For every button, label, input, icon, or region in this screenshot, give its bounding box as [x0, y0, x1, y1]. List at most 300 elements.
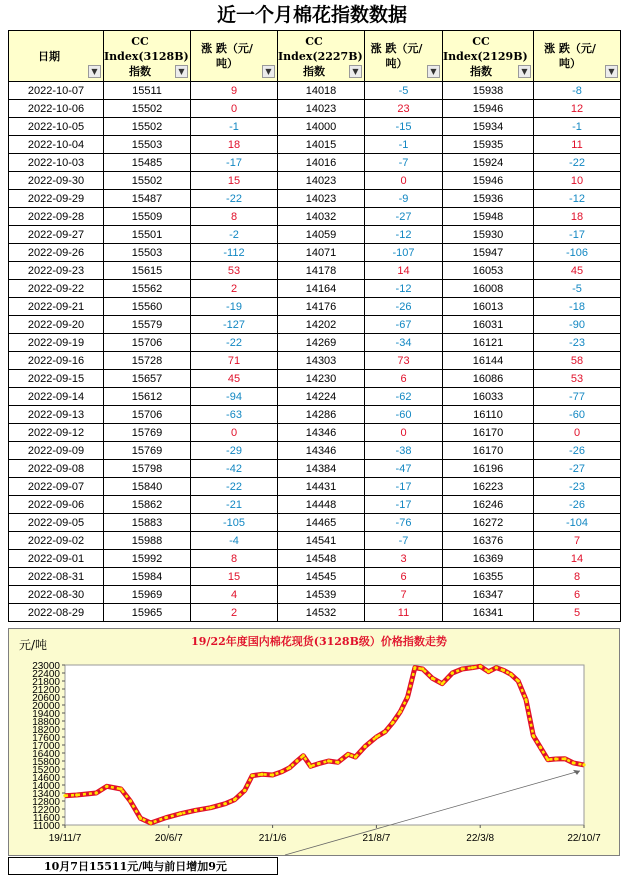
table-row — [9, 514, 621, 532]
x-tick-label: 19/11/7 — [48, 833, 82, 844]
series-point — [317, 762, 320, 765]
series-point — [517, 679, 520, 682]
col-2129b-change-cell: 18 — [534, 208, 621, 226]
col-date-cell: 2022-09-08 — [9, 460, 104, 478]
col-date-cell: 2022-10-04 — [9, 136, 104, 154]
header-label: CC Index(2129B) 指数 — [443, 34, 528, 78]
col-2129b-index-cell: 16033 — [443, 388, 534, 406]
x-tick-label: 21/1/6 — [258, 833, 287, 844]
col-2129b-index-cell: 16355 — [443, 568, 534, 586]
col-2227b-change-cell: -17 — [365, 478, 443, 496]
col-2129b-change-cell: -18 — [534, 298, 621, 316]
table-body — [9, 82, 621, 622]
col-3128b-change-cell: -94 — [191, 388, 278, 406]
col-2129b-index-cell: 16008 — [443, 280, 534, 298]
col-2227b-index-header — [278, 31, 365, 82]
col-date-cell: 2022-09-21 — [9, 298, 104, 316]
series-point — [532, 734, 535, 737]
col-date-cell: 2022-09-20 — [9, 316, 104, 334]
col-3128b-index-cell: 15502 — [104, 172, 191, 190]
col-2129b-change-cell: -90 — [534, 316, 621, 334]
chart-title: 19/22年度国内棉花现货(3128B级）价格指数走势 — [191, 635, 447, 648]
y-tick-label: 15200 — [32, 765, 60, 776]
col-2129b-change-cell: 10 — [534, 172, 621, 190]
col-3128b-change-cell: 53 — [191, 262, 278, 280]
col-date-cell: 2022-09-19 — [9, 334, 104, 352]
col-3128b-change-cell: 2 — [191, 280, 278, 298]
col-2227b-change-cell: -67 — [365, 316, 443, 334]
col-2227b-change-cell: -34 — [365, 334, 443, 352]
col-3128b-change-cell: 45 — [191, 370, 278, 388]
dropdown-arrow-icon[interactable]: ▼ — [349, 65, 362, 78]
col-2129b-index-cell: 16013 — [443, 298, 534, 316]
col-3128b-change-cell: -21 — [191, 496, 278, 514]
col-2129b-index-cell: 15946 — [443, 172, 534, 190]
col-2129b-change-cell: -5 — [534, 280, 621, 298]
col-2227b-change-cell: -62 — [365, 388, 443, 406]
dropdown-arrow-icon[interactable]: ▼ — [262, 65, 275, 78]
col-2129b-change-cell: 7 — [534, 532, 621, 550]
series-point — [251, 774, 254, 777]
col-2129b-index-cell: 16246 — [443, 496, 534, 514]
col-2227b-change-cell: -15 — [365, 118, 443, 136]
series-point — [479, 665, 482, 668]
y-tick-label: 21800 — [32, 677, 60, 688]
series-point — [413, 666, 416, 669]
col-2129b-index-cell: 15938 — [443, 82, 534, 100]
col-2227b-index-cell: 14541 — [278, 532, 365, 550]
col-3128b-change-cell: -1 — [191, 118, 278, 136]
series-point — [539, 746, 542, 749]
col-2227b-index-cell: 14539 — [278, 586, 365, 604]
y-tick-label: 14600 — [32, 773, 60, 784]
col-2227b-index-cell: 14016 — [278, 154, 365, 172]
col-2227b-index-cell: 14023 — [278, 190, 365, 208]
series-point — [461, 667, 464, 670]
table-row — [9, 388, 621, 406]
series-point — [347, 753, 350, 756]
dropdown-arrow-icon[interactable]: ▼ — [175, 65, 188, 78]
col-3128b-index-cell: 15965 — [104, 604, 191, 622]
col-2129b-change-cell: 5 — [534, 604, 621, 622]
price-index-chart — [8, 628, 620, 856]
col-2227b-index-cell: 14346 — [278, 424, 365, 442]
series-point — [149, 821, 152, 824]
col-3128b-index-cell: 15612 — [104, 388, 191, 406]
x-tick-label: 21/8/7 — [362, 833, 391, 844]
series-point — [495, 666, 498, 669]
col-date-header — [9, 31, 104, 82]
col-date-cell: 2022-09-01 — [9, 550, 104, 568]
y-tick-label: 20600 — [32, 693, 60, 704]
col-3128b-change-cell: -22 — [191, 334, 278, 352]
col-3128b-change-cell: -17 — [191, 154, 278, 172]
y-tick-label: 11600 — [32, 813, 60, 824]
col-2227b-index-cell: 14023 — [278, 100, 365, 118]
col-2227b-change-cell: 11 — [365, 604, 443, 622]
col-2227b-index-cell: 14548 — [278, 550, 365, 568]
col-2129b-change-cell: -22 — [534, 154, 621, 172]
series-point — [209, 806, 212, 809]
col-date-cell: 2022-10-05 — [9, 118, 104, 136]
table-row — [9, 496, 621, 514]
col-2227b-index-cell: 14018 — [278, 82, 365, 100]
series-point — [451, 671, 454, 674]
col-2227b-change-cell: -76 — [365, 514, 443, 532]
col-2227b-index-cell: 14178 — [278, 262, 365, 280]
col-3128b-index-cell: 15769 — [104, 424, 191, 442]
col-2227b-change-cell: 3 — [365, 550, 443, 568]
chart-footnote: 10月7日15511元/吨与前日增加9元 — [8, 857, 278, 875]
col-2129b-change-cell: 58 — [534, 352, 621, 370]
y-tick-label: 14000 — [32, 781, 60, 792]
table-row — [9, 298, 621, 316]
col-3128b-index-header — [104, 31, 191, 82]
series-point — [271, 773, 274, 776]
col-3128b-change-cell: 9 — [191, 82, 278, 100]
series-point — [233, 798, 236, 801]
series-point — [309, 765, 312, 768]
table-row — [9, 118, 621, 136]
x-tick-label: 22/3/8 — [466, 833, 495, 844]
series-point — [224, 802, 227, 805]
col-2227b-index-cell: 14023 — [278, 172, 365, 190]
col-3128b-change-cell: -2 — [191, 226, 278, 244]
table-row — [9, 478, 621, 496]
col-2227b-index-cell: 14230 — [278, 370, 365, 388]
series-point — [105, 785, 108, 788]
page-title: 近一个月棉花指数数据 — [216, 4, 407, 26]
series-point — [391, 721, 394, 724]
col-3128b-change-cell: 8 — [191, 208, 278, 226]
series-point — [563, 757, 566, 760]
col-3128b-index-cell: 15501 — [104, 226, 191, 244]
col-2129b-change-cell: -27 — [534, 460, 621, 478]
col-2227b-change-cell: -26 — [365, 298, 443, 316]
col-date-cell: 2022-09-06 — [9, 496, 104, 514]
series-point — [95, 791, 98, 794]
col-3128b-change-cell: 15 — [191, 172, 278, 190]
table-row — [9, 370, 621, 388]
y-tick-label: 23000 — [32, 661, 60, 672]
col-date-cell: 2022-10-07 — [9, 82, 104, 100]
col-2129b-index-cell: 16272 — [443, 514, 534, 532]
col-2129b-change-cell: -26 — [534, 442, 621, 460]
col-3128b-change-cell: -112 — [191, 244, 278, 262]
col-2129b-index-cell: 16223 — [443, 478, 534, 496]
col-date-cell: 2022-09-14 — [9, 388, 104, 406]
col-date-cell: 2022-09-02 — [9, 532, 104, 550]
col-date-cell: 2022-09-23 — [9, 262, 104, 280]
col-2129b-change-cell: -1 — [534, 118, 621, 136]
col-3128b-index-cell: 15503 — [104, 244, 191, 262]
header-label: 涨 跌（元/ 吨） — [370, 42, 423, 70]
col-3128b-index-cell: 15798 — [104, 460, 191, 478]
col-3128b-change-cell: -22 — [191, 478, 278, 496]
table-row — [9, 460, 621, 478]
col-2129b-index-cell: 15934 — [443, 118, 534, 136]
col-2227b-change-cell: -12 — [365, 226, 443, 244]
header-label: CC Index(3128B) 指数 — [104, 34, 189, 78]
col-2129b-index-cell: 15947 — [443, 244, 534, 262]
col-date-cell: 2022-09-12 — [9, 424, 104, 442]
series-point — [336, 761, 339, 764]
y-tick-label: 11000 — [32, 821, 60, 832]
table-row — [9, 604, 621, 622]
col-2129b-index-cell: 16121 — [443, 334, 534, 352]
col-2129b-index-cell: 15948 — [443, 208, 534, 226]
col-2129b-change-cell: 8 — [534, 568, 621, 586]
series-point — [295, 759, 298, 762]
dropdown-arrow-icon[interactable]: ▼ — [605, 65, 618, 78]
table-row — [9, 424, 621, 442]
y-tick-label: 12200 — [32, 805, 60, 816]
col-2227b-index-cell: 14346 — [278, 442, 365, 460]
col-date-cell: 2022-09-30 — [9, 172, 104, 190]
col-2227b-change-cell: 73 — [365, 352, 443, 370]
col-2129b-change-cell: -77 — [534, 388, 621, 406]
col-3128b-index-cell: 15883 — [104, 514, 191, 532]
col-2227b-change-cell: -5 — [365, 82, 443, 100]
col-3128b-index-cell: 15485 — [104, 154, 191, 172]
col-2129b-index-cell: 16144 — [443, 352, 534, 370]
col-2227b-change-cell: 6 — [365, 370, 443, 388]
col-2227b-index-cell: 14448 — [278, 496, 365, 514]
col-3128b-index-cell: 15509 — [104, 208, 191, 226]
table-row — [9, 442, 621, 460]
col-2227b-index-cell: 14176 — [278, 298, 365, 316]
table-row — [9, 154, 621, 172]
col-3128b-index-cell: 15511 — [104, 82, 191, 100]
col-3128b-change-cell: -4 — [191, 532, 278, 550]
col-2129b-index-cell: 15936 — [443, 190, 534, 208]
series-point — [399, 710, 402, 713]
table-row — [9, 82, 621, 100]
col-2129b-index-cell: 16170 — [443, 424, 534, 442]
y-tick-label: 16400 — [32, 749, 60, 760]
col-2129b-change-cell: -17 — [534, 226, 621, 244]
col-3128b-change-cell: -63 — [191, 406, 278, 424]
col-2227b-change-cell: -60 — [365, 406, 443, 424]
series-point — [75, 793, 78, 796]
col-date-cell: 2022-09-28 — [9, 208, 104, 226]
col-2227b-index-cell: 14269 — [278, 334, 365, 352]
col-2129b-index-cell: 16196 — [443, 460, 534, 478]
series-point — [164, 816, 167, 819]
series-point — [364, 745, 367, 748]
col-2129b-change-cell: 11 — [534, 136, 621, 154]
col-2227b-index-cell: 14000 — [278, 118, 365, 136]
col-3128b-index-cell: 15992 — [104, 550, 191, 568]
series-point — [119, 787, 122, 790]
header-label: CC Index(2227B) 指数 — [278, 34, 363, 78]
dropdown-arrow-icon[interactable]: ▼ — [88, 65, 101, 78]
table-row — [9, 334, 621, 352]
series-point — [431, 677, 434, 680]
x-tick-label: 22/10/7 — [567, 833, 601, 844]
col-2129b-change-cell: 45 — [534, 262, 621, 280]
series-point — [487, 670, 490, 673]
col-3128b-change-cell: 71 — [191, 352, 278, 370]
col-2129b-index-cell: 15935 — [443, 136, 534, 154]
series-point — [406, 695, 409, 698]
col-2129b-index-cell: 16369 — [443, 550, 534, 568]
col-date-cell: 2022-09-29 — [9, 190, 104, 208]
col-2129b-index-cell: 15930 — [443, 226, 534, 244]
col-2129b-index-cell: 16086 — [443, 370, 534, 388]
col-3128b-change-cell: -105 — [191, 514, 278, 532]
y-tick-label: 17600 — [32, 733, 60, 744]
col-3128b-index-cell: 15862 — [104, 496, 191, 514]
col-date-cell: 2022-09-22 — [9, 280, 104, 298]
col-date-cell: 2022-08-29 — [9, 604, 104, 622]
col-2227b-change-cell: -9 — [365, 190, 443, 208]
col-2227b-change-cell: -7 — [365, 532, 443, 550]
chart-canvas — [9, 629, 621, 857]
series-point — [554, 757, 557, 760]
table-row — [9, 208, 621, 226]
col-2129b-index-cell: 15924 — [443, 154, 534, 172]
col-2227b-index-cell: 14532 — [278, 604, 365, 622]
col-2129b-change-cell: 6 — [534, 586, 621, 604]
col-date-cell: 2022-09-16 — [9, 352, 104, 370]
col-2129b-index-cell: 16053 — [443, 262, 534, 280]
col-2227b-index-cell: 14071 — [278, 244, 365, 262]
cotton-index-table — [8, 30, 621, 622]
table-row — [9, 550, 621, 568]
col-2227b-index-cell: 14032 — [278, 208, 365, 226]
col-3128b-index-cell: 15706 — [104, 406, 191, 424]
col-2227b-change-cell: 0 — [365, 424, 443, 442]
col-2227b-change-cell: 14 — [365, 262, 443, 280]
col-2129b-index-cell: 16170 — [443, 442, 534, 460]
series-point — [421, 667, 424, 670]
col-3128b-change-cell: -127 — [191, 316, 278, 334]
col-3128b-change-cell: 2 — [191, 604, 278, 622]
x-tick-label: 20/6/7 — [154, 833, 183, 844]
y-tick-label: 12800 — [32, 797, 60, 808]
col-2227b-index-cell: 14059 — [278, 226, 365, 244]
series-point — [179, 812, 182, 815]
col-3128b-index-cell: 15840 — [104, 478, 191, 496]
col-2227b-index-cell: 14303 — [278, 352, 365, 370]
col-3128b-index-cell: 15562 — [104, 280, 191, 298]
col-date-cell: 2022-09-13 — [9, 406, 104, 424]
table-row — [9, 244, 621, 262]
col-3128b-index-cell: 15502 — [104, 118, 191, 136]
col-2227b-change-cell: -12 — [365, 280, 443, 298]
table-row — [9, 316, 621, 334]
col-2129b-index-cell: 16031 — [443, 316, 534, 334]
series-point — [471, 666, 474, 669]
col-3128b-change-cell: 4 — [191, 586, 278, 604]
col-3128b-change-cell: -22 — [191, 190, 278, 208]
col-2227b-index-cell: 14015 — [278, 136, 365, 154]
col-date-cell: 2022-09-26 — [9, 244, 104, 262]
y-axis-label: 元/吨 — [19, 638, 48, 652]
col-2227b-change-cell: -1 — [365, 136, 443, 154]
table-row — [9, 262, 621, 280]
col-3128b-index-cell: 15769 — [104, 442, 191, 460]
col-2227b-index-cell: 14465 — [278, 514, 365, 532]
col-3128b-index-cell: 15502 — [104, 100, 191, 118]
table-row — [9, 100, 621, 118]
y-tick-label: 18800 — [32, 717, 60, 728]
series-point — [243, 789, 246, 792]
series-point — [302, 754, 305, 757]
table-row — [9, 280, 621, 298]
plot-area — [65, 665, 584, 825]
col-3128b-change-cell: -19 — [191, 298, 278, 316]
col-2129b-change-cell: -8 — [534, 82, 621, 100]
y-tick-label: 17000 — [32, 741, 60, 752]
series-point — [375, 735, 378, 738]
y-tick-label: 19400 — [32, 709, 60, 720]
table-row — [9, 406, 621, 424]
col-2227b-change-cell: -38 — [365, 442, 443, 460]
col-3128b-change-cell: -29 — [191, 442, 278, 460]
series-point — [288, 766, 291, 769]
table-row — [9, 532, 621, 550]
col-3128b-change-header — [191, 31, 278, 82]
col-3128b-index-cell: 15988 — [104, 532, 191, 550]
col-3128b-index-cell: 15615 — [104, 262, 191, 280]
col-2227b-change-cell: 6 — [365, 568, 443, 586]
col-2227b-change-cell: 7 — [365, 586, 443, 604]
series-point — [524, 698, 527, 701]
col-date-cell: 2022-09-07 — [9, 478, 104, 496]
col-2227b-index-cell: 14202 — [278, 316, 365, 334]
series-point — [354, 755, 357, 758]
y-tick-label: 20000 — [32, 701, 60, 712]
col-3128b-change-cell: 0 — [191, 424, 278, 442]
series-point — [194, 809, 197, 812]
dropdown-arrow-icon[interactable]: ▼ — [427, 65, 440, 78]
series-point — [509, 673, 512, 676]
col-2129b-change-cell: -23 — [534, 334, 621, 352]
series-point — [129, 799, 132, 802]
col-3128b-change-cell: 15 — [191, 568, 278, 586]
table-row — [9, 226, 621, 244]
col-2129b-index-cell: 15946 — [443, 100, 534, 118]
col-date-cell: 2022-08-30 — [9, 586, 104, 604]
dropdown-arrow-icon[interactable]: ▼ — [518, 65, 531, 78]
col-2227b-change-cell: -47 — [365, 460, 443, 478]
table-row — [9, 172, 621, 190]
col-3128b-index-cell: 15560 — [104, 298, 191, 316]
y-tick-label: 21200 — [32, 685, 60, 696]
col-2227b-change-cell: -107 — [365, 244, 443, 262]
series-point — [502, 669, 505, 672]
series-point — [546, 758, 549, 761]
col-3128b-index-cell: 15657 — [104, 370, 191, 388]
col-2227b-change-cell: 0 — [365, 172, 443, 190]
y-tick-label: 15800 — [32, 757, 60, 768]
col-2129b-index-cell: 16347 — [443, 586, 534, 604]
col-2129b-index-cell: 16376 — [443, 532, 534, 550]
col-2129b-change-header — [534, 31, 621, 82]
y-tick-label: 18200 — [32, 725, 60, 736]
col-3128b-index-cell: 15728 — [104, 352, 191, 370]
col-3128b-index-cell: 15969 — [104, 586, 191, 604]
col-2227b-index-cell: 14286 — [278, 406, 365, 424]
col-3128b-change-cell: 8 — [191, 550, 278, 568]
y-tick-label: 22400 — [32, 669, 60, 680]
table-header-row — [9, 31, 621, 82]
col-2129b-change-cell: -106 — [534, 244, 621, 262]
table-row — [9, 136, 621, 154]
col-2227b-change-cell: 23 — [365, 100, 443, 118]
